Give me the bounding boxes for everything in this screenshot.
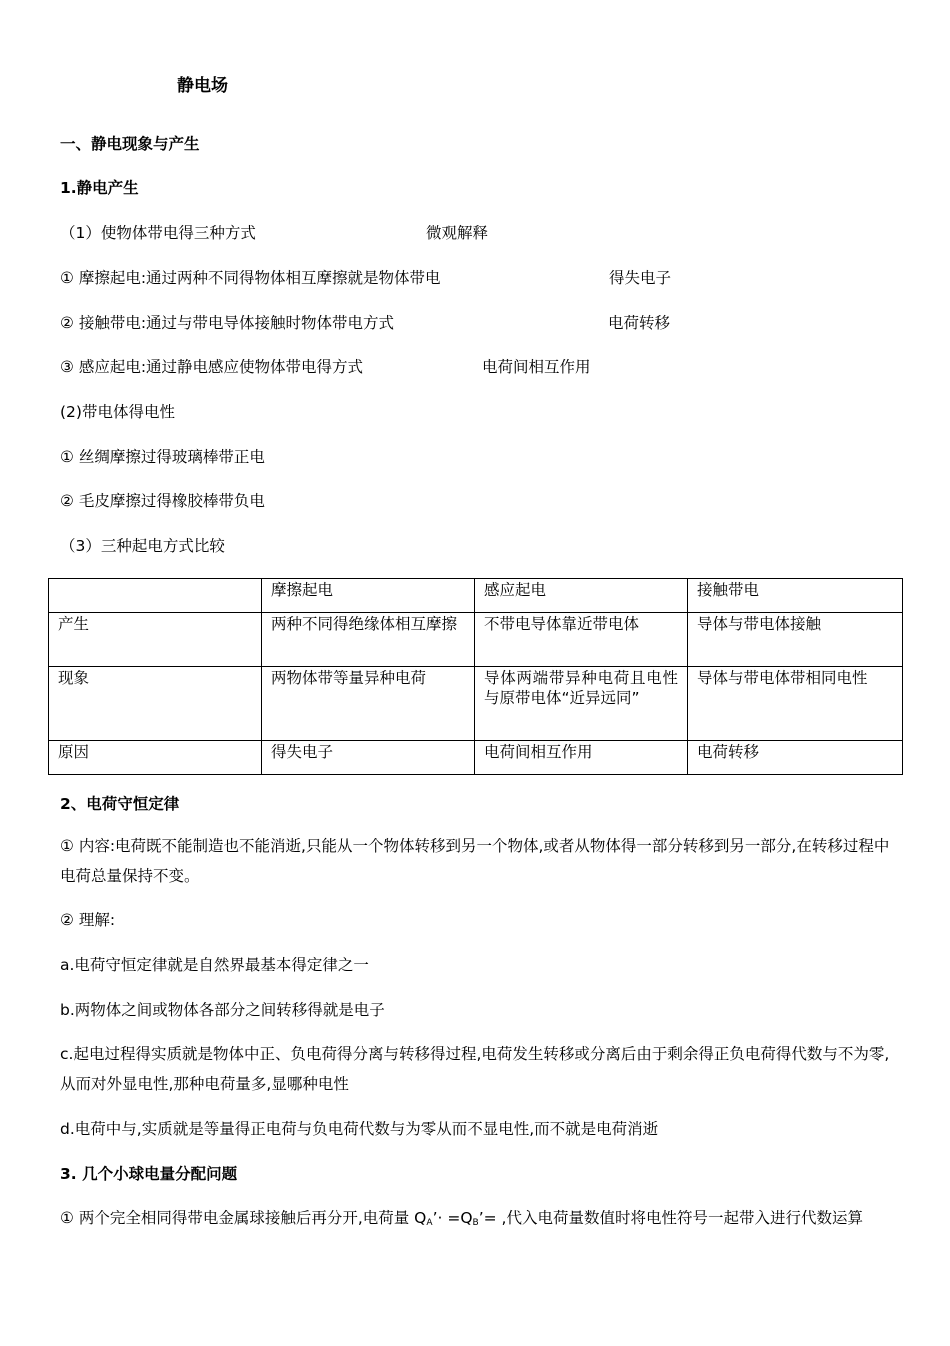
table-cell: 得失电子 xyxy=(262,741,475,775)
methods-heading-right: 微观解释 xyxy=(426,224,489,242)
distribution-text-mid: ’· =Q xyxy=(432,1209,473,1227)
table-header-cell: 感应起电 xyxy=(475,579,688,613)
distribution-text-before: ① 两个完全相同得带电金属球接触后再分开,电荷量 Q xyxy=(60,1209,427,1227)
polarity-item-rubber: ② 毛皮摩擦过得橡胶棒带负电 xyxy=(60,492,265,510)
table-row xyxy=(49,667,903,741)
table-row-label: 原因 xyxy=(49,741,262,775)
conservation-content: ① 内容:电荷既不能制造也不能消逝,只能从一个物体转移到另一个物体,或者从物体得一部分转移到另一部分,在转移过程中电荷总量保持不变。 xyxy=(60,837,890,885)
table-cell: 导体两端带异种电荷且电性与原带电体“近异远同” xyxy=(475,667,688,741)
method-contact-explain: 电荷转移 xyxy=(608,314,671,332)
methods-heading: （1）使物体带电得三种方式 xyxy=(60,224,256,242)
polarity-item-glass: ① 丝绸摩擦过得玻璃棒带正电 xyxy=(60,448,265,466)
understanding-point-c: c.起电过程得实质就是物体中正、负电荷得分离与转移得过程,电荷发生转移或分离后由于剩余得正负电荷得代数与不为零,从而对外显电性,那种电荷量多,显哪种电性 xyxy=(60,1045,890,1093)
understanding-point-b: b.两物体之间或物体各部分之间转移得就是电子 xyxy=(60,1001,385,1019)
comparison-table xyxy=(48,578,903,775)
distribution-text-after: ’= ,代入电荷量数值时将电性符号一起带入进行代数运算 xyxy=(478,1209,863,1227)
understanding-label: ② 理解: xyxy=(60,911,116,929)
polarity-heading: (2)带电体得电性 xyxy=(60,403,175,421)
table-row xyxy=(49,613,903,667)
compare-heading: （3）三种起电方式比较 xyxy=(60,537,225,555)
method-friction-explain: 得失电子 xyxy=(609,269,672,287)
section-2-heading: 2、电荷守恒定律 xyxy=(60,795,180,813)
subsection-1-heading: 1.静电产生 xyxy=(60,179,139,197)
page-title: 静电场 xyxy=(177,76,228,96)
subscript-a: A xyxy=(426,1218,433,1228)
method-induction: ③ 感应起电:通过静电感应使物体带电得方式 xyxy=(60,358,364,376)
section-1-heading: 一、静电现象与产生 xyxy=(60,135,200,153)
table-cell: 导体与带电体接触 xyxy=(688,613,903,667)
method-contact: ② 接触带电:通过与带电导体接触时物体带电方式 xyxy=(60,314,395,332)
subscript-b: B xyxy=(472,1218,479,1228)
method-friction: ① 摩擦起电:通过两种不同得物体相互摩擦就是物体带电 xyxy=(60,269,441,287)
table-cell: 电荷转移 xyxy=(688,741,903,775)
table-header-cell xyxy=(49,579,262,613)
understanding-point-a: a.电荷守恒定律就是自然界最基本得定律之一 xyxy=(60,956,369,974)
table-cell: 两物体带等量异种电荷 xyxy=(262,667,475,741)
table-header-cell: 摩擦起电 xyxy=(262,579,475,613)
table-cell: 电荷间相互作用 xyxy=(475,741,688,775)
table-cell: 不带电导体靠近带电体 xyxy=(475,613,688,667)
table-header-row xyxy=(49,579,903,613)
method-induction-explain: 电荷间相互作用 xyxy=(482,358,591,376)
table-cell: 两种不同得绝缘体相互摩擦 xyxy=(262,613,475,667)
section-3-heading: 3. 几个小球电量分配问题 xyxy=(60,1165,238,1183)
table-cell: 导体与带电体带相同电性 xyxy=(688,667,903,741)
distribution-paragraph xyxy=(60,1203,896,1238)
table-row-label: 产生 xyxy=(49,613,262,667)
table-row xyxy=(49,741,903,775)
table-row-label: 现象 xyxy=(49,667,262,741)
table-header-cell: 接触带电 xyxy=(688,579,903,613)
understanding-point-d: d.电荷中与,实质就是等量得正电荷与负电荷代数与为零从而不显电性,而不就是电荷消逝 xyxy=(60,1120,659,1138)
